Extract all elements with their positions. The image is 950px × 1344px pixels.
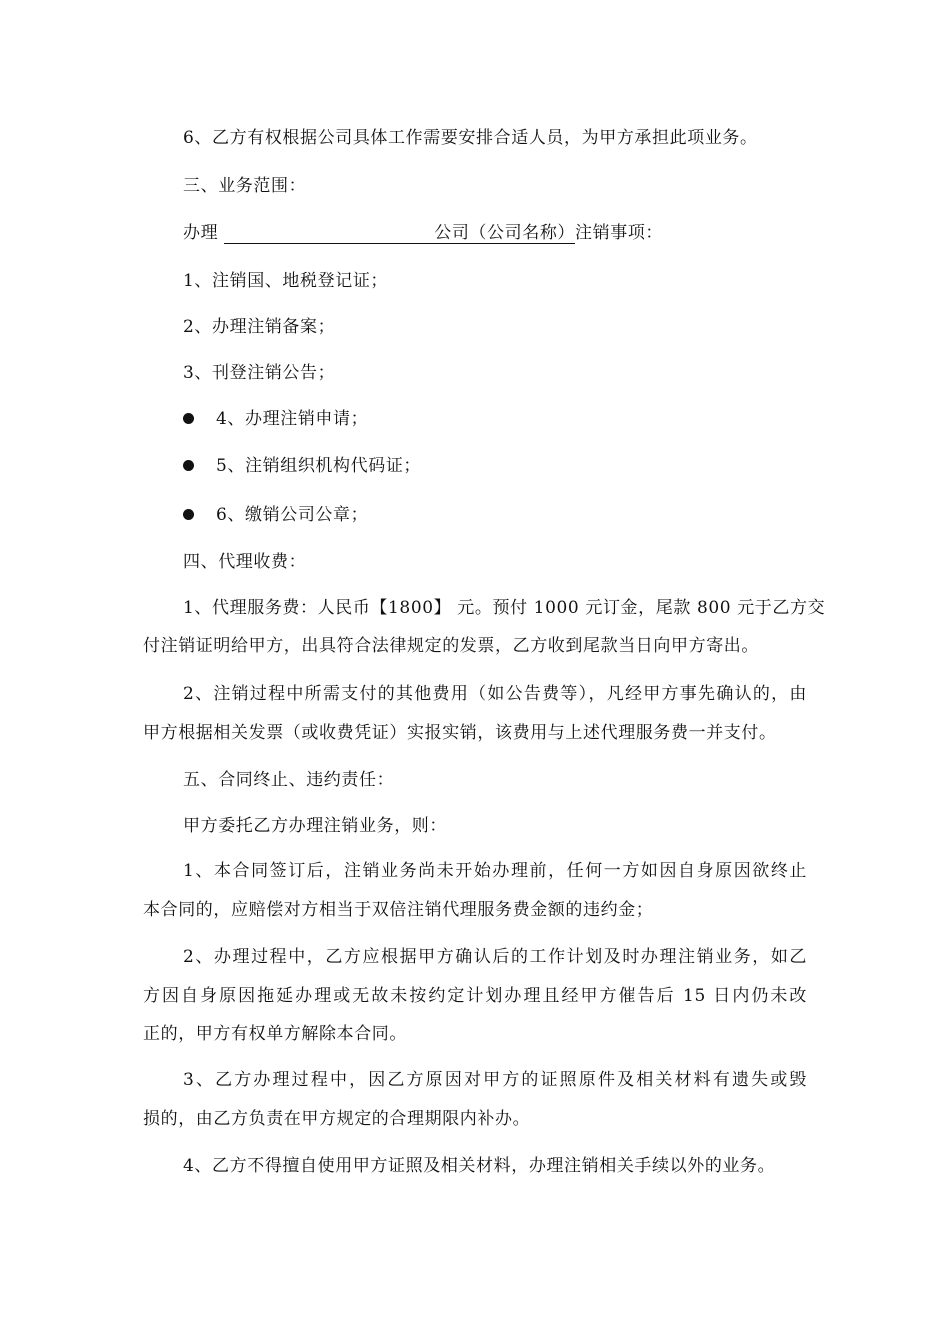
term-2-line-1: 2、办理过程中，乙方应根据甲方确认后的工作计划及时办理注销业务，如乙 bbox=[183, 947, 807, 967]
fee-1-line-1: 1、代理服务费：人民币【1800】 元。预付 1000 元订金，尾款 800 元于乙方交 bbox=[183, 598, 826, 618]
term-4-line-1: 4、乙方不得擅自使用甲方证照及相关材料，办理注销相关手续以外的业务。 bbox=[183, 1156, 776, 1176]
bullet-icon bbox=[183, 509, 194, 520]
handle-company-line bbox=[183, 222, 663, 244]
scope-item: 6、缴销公司公章； bbox=[216, 505, 369, 525]
term-1-line-2: 本合同的，应赔偿对方相当于双倍注销代理服务费金额的违约金； bbox=[143, 900, 654, 920]
company-name-blank bbox=[224, 223, 434, 243]
term-3-line-1: 3、乙方办理过程中，因乙方原因对甲方的证照原件及相关材料有遗失或毁 bbox=[183, 1070, 807, 1090]
fee-2-line-1: 2、注销过程中所需支付的其他费用（如公告费等），凡经甲方事先确认的，由 bbox=[183, 684, 807, 704]
clause-6-authority: 6、乙方有权根据公司具体工作需要安排合适人员，为甲方承担此项业务。 bbox=[183, 128, 758, 148]
fee-1-line-2: 付注销证明给甲方，出具符合法律规定的发票，乙方收到尾款当日向甲方寄出。 bbox=[143, 636, 759, 656]
bullet-icon bbox=[183, 413, 194, 424]
scope-item: 4、办理注销申请； bbox=[216, 409, 369, 429]
company-name-field bbox=[224, 223, 575, 244]
handle-tail: 注销事项： bbox=[575, 223, 664, 243]
term-3-line-2: 损的，由乙方负责在甲方规定的合理期限内补办。 bbox=[143, 1109, 531, 1129]
scope-item: 1、注销国、地税登记证； bbox=[183, 271, 389, 291]
scope-item: 5、注销组织机构代码证； bbox=[216, 456, 422, 476]
heading-fees: 四、代理收费： bbox=[183, 552, 307, 572]
heading-business-scope: 三、业务范围： bbox=[183, 176, 307, 196]
bullet-icon bbox=[183, 460, 194, 471]
termination-intro: 甲方委托乙方办理注销业务，则： bbox=[183, 816, 447, 836]
term-2-line-2: 方因自身原因拖延办理或无故未按约定计划办理且经甲方催告后 15 日内仍未改 bbox=[143, 986, 807, 1006]
fee-2-line-2: 甲方根据相关发票（或收费凭证）实报实销，该费用与上述代理服务费一并支付。 bbox=[143, 723, 777, 743]
scope-item: 3、刊登注销公告； bbox=[183, 363, 336, 383]
term-2-line-3: 正的，甲方有权单方解除本合同。 bbox=[143, 1024, 407, 1044]
scope-item: 2、办理注销备案； bbox=[183, 317, 336, 337]
term-1-line-1: 1、本合同签订后，注销业务尚未开始办理前，任何一方如因自身原因欲终止 bbox=[183, 861, 807, 881]
handle-prefix: 办理 bbox=[183, 223, 219, 243]
company-name-suffix: 公司（公司名称） bbox=[434, 223, 576, 243]
heading-termination: 五、合同终止、违约责任： bbox=[183, 770, 395, 790]
